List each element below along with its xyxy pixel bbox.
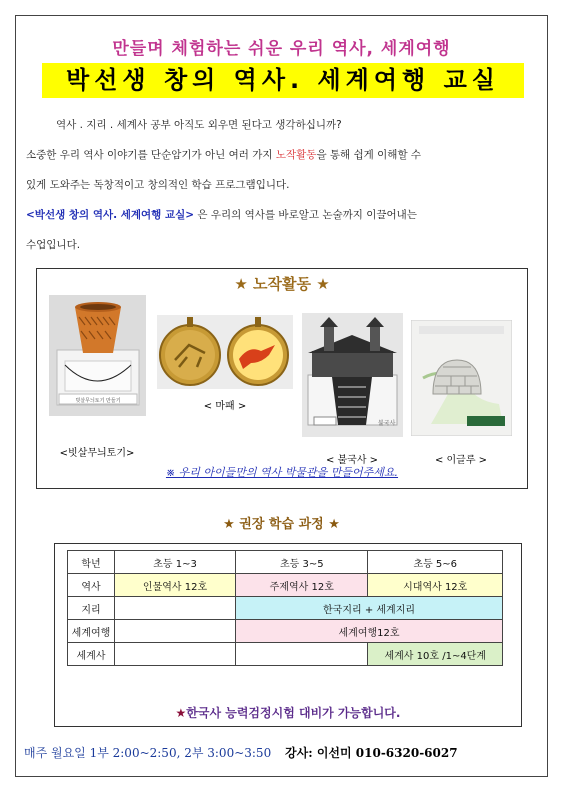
flyer-page <box>15 15 548 777</box>
table-cell: 인물역사 12호 <box>114 574 235 597</box>
row-label: 역사 <box>68 574 115 597</box>
caption-pottery: <빗살무늬토기> <box>59 448 135 459</box>
table-row <box>68 574 503 597</box>
table-cell <box>114 643 235 666</box>
mapae-photo <box>157 315 293 389</box>
highlight-activity: 노작활동 <box>275 149 317 161</box>
flyer-title: 박선생 창의 역사. 세계여행 교실 <box>42 63 524 98</box>
museum-note: ※ 우리 아이들만의 역사 박물관을 만들어주세요. <box>165 466 399 479</box>
table-cell: 세계여행12호 <box>236 620 503 643</box>
table-cell: 한국지리 + 세계지리 <box>236 597 503 620</box>
intro-line: 역사 . 지리 . 세계사 공부 아직도 외우면 된다고 생각하십니까? <box>56 119 342 131</box>
course-title: ★ 권장 학습 과정 ★ <box>223 517 340 532</box>
pottery-label: 빗살무늬토기 만들기 <box>75 398 121 404</box>
bulguksa-label: 불국사 <box>378 420 396 427</box>
pottery-photo <box>49 295 146 416</box>
exam-note <box>55 704 521 721</box>
caption-bulguksa: < 불국사 > <box>325 455 379 466</box>
class-schedule: 매주 월요일 1부 2:00~2:50, 2부 3:00~3:50 <box>24 746 272 760</box>
row-label: 세계사 <box>68 643 115 666</box>
intro-text: 은 우리의 역사를 바로알고 논술까지 이끌어내는 <box>194 209 417 221</box>
intro-line <box>26 200 537 230</box>
exam-note-text: 한국사 능력검정시험 대비가 가능합니다. <box>186 706 401 720</box>
intro-line: 수업입니다. <box>26 239 81 251</box>
header-cell: 초등 3~5 <box>236 551 368 574</box>
caption-igloo: < 이글루 > <box>434 455 488 466</box>
table-cell: 세계사 10호 /1~4단계 <box>368 643 503 666</box>
header-cell: 초등 1~3 <box>114 551 235 574</box>
intro-text: 을 통해 쉽게 이해할 수 <box>316 149 422 161</box>
table-row <box>68 620 503 643</box>
table-cell: 주제역사 12호 <box>236 574 368 597</box>
header-cell: 초등 5~6 <box>368 551 503 574</box>
activity-title: ★ 노작활동 ★ <box>234 275 330 293</box>
course-table <box>67 550 503 666</box>
bulguksa-photo <box>302 313 403 437</box>
course-table-box <box>54 543 522 727</box>
teacher-contact: 강사: 이선미 010-6320-6027 <box>285 746 458 760</box>
flyer-subtitle: 만들며 체험하는 쉬운 우리 역사, 세계여행 <box>112 39 451 59</box>
activity-box <box>36 268 528 489</box>
highlight-program-name: <박선생 창의 역사. 세계여행 교실> <box>26 209 195 221</box>
intro-line <box>26 140 537 170</box>
footer <box>24 744 458 761</box>
intro-line: 있게 도와주는 독창적이고 창의적인 학습 프로그램입니다. <box>26 179 290 191</box>
igloo-photo <box>411 320 512 436</box>
star-icon: ★ <box>175 706 187 720</box>
table-cell <box>114 597 235 620</box>
table-row <box>68 597 503 620</box>
intro-paragraph <box>26 110 537 260</box>
intro-text: 소중한 우리 역사 이야기를 단순암기가 아닌 여러 가지 <box>26 149 276 161</box>
row-label: 세계여행 <box>68 620 115 643</box>
table-row <box>68 643 503 666</box>
table-cell <box>114 620 235 643</box>
row-label: 지리 <box>68 597 115 620</box>
table-cell: 시대역사 12호 <box>368 574 503 597</box>
caption-mapae: < 마패 > <box>203 401 247 412</box>
table-cell <box>236 643 368 666</box>
table-header-row <box>68 551 503 574</box>
header-cell: 학년 <box>68 551 115 574</box>
